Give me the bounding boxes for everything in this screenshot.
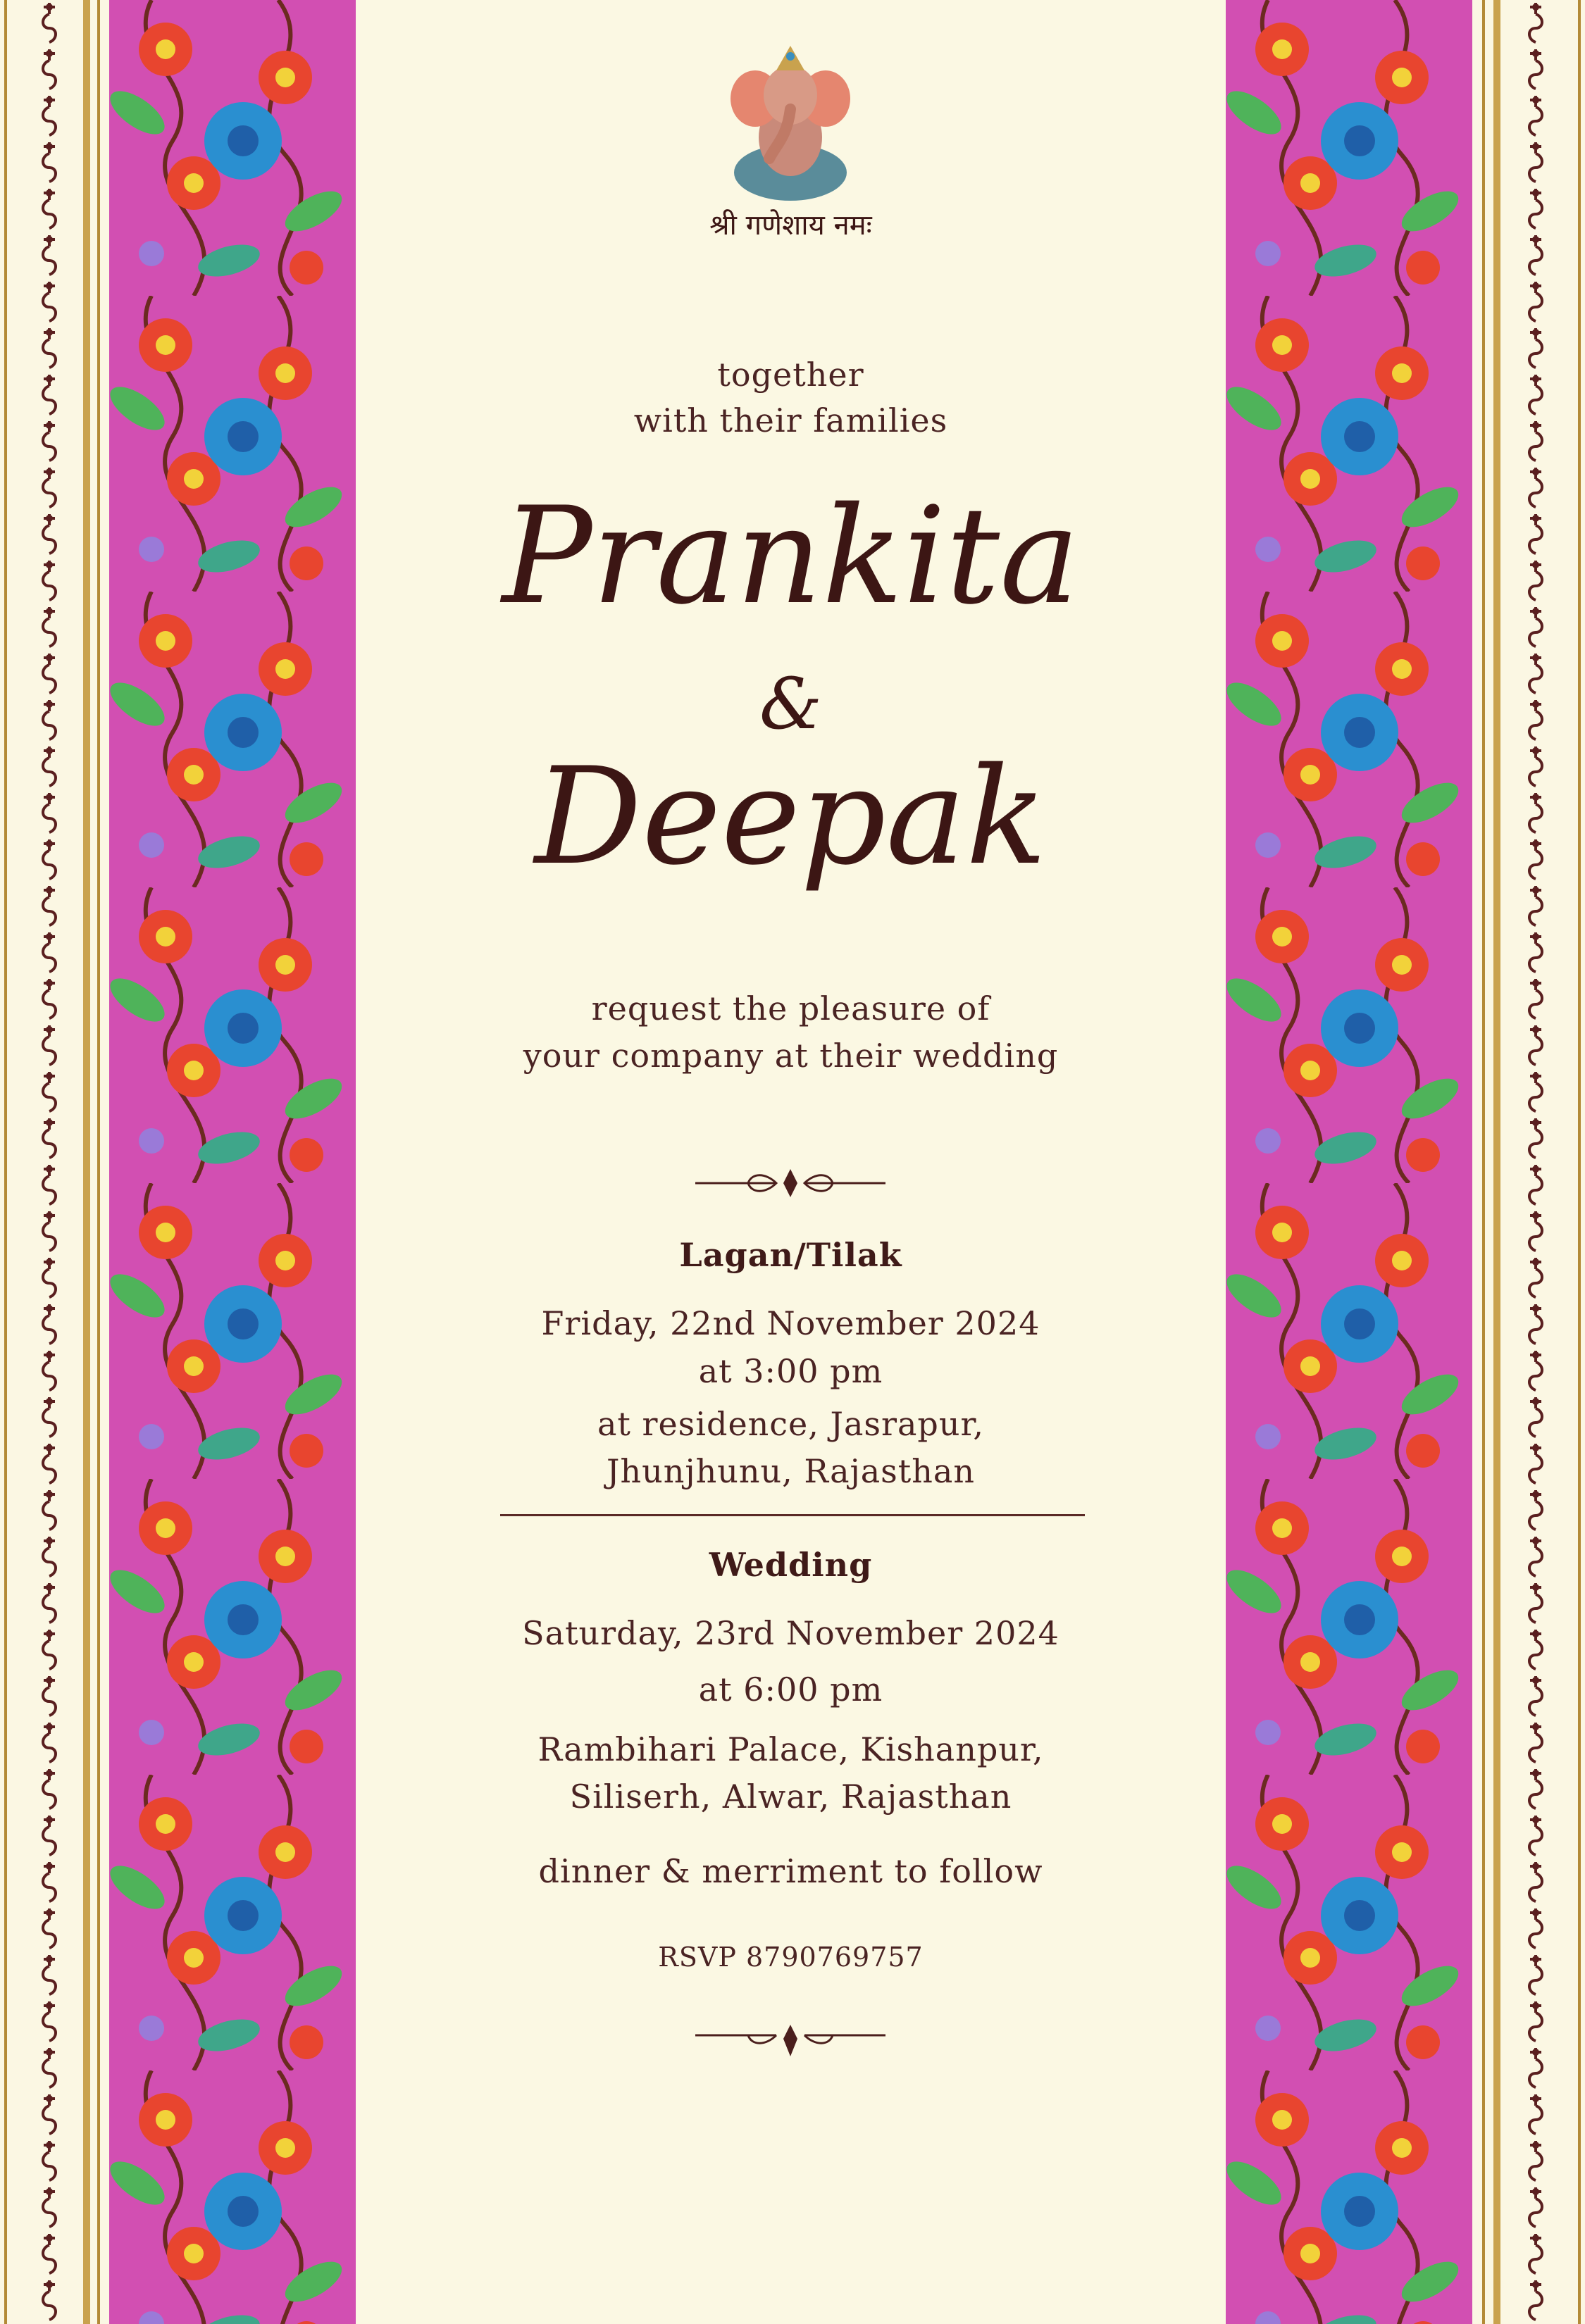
left-floral-panel [109, 0, 356, 2324]
rsvp-contact: RSVP 8790769757 [658, 1942, 924, 1973]
left-outer-border [0, 0, 113, 2324]
request-line-1: request the pleasure of [591, 989, 990, 1027]
event-1-venue-line-2: Jhunjhunu, Rajasthan [607, 1452, 975, 1490]
invitation-text-area [356, 0, 1226, 2324]
ornament-divider-top [688, 1166, 893, 1201]
right-floral-panel [1226, 0, 1472, 2324]
ampersand: & [759, 663, 822, 745]
event-separator-line [500, 1514, 1085, 1516]
event-1-date: Friday, 22nd November 2024 [541, 1304, 1040, 1342]
request-line-2: your company at their wedding [523, 1037, 1059, 1075]
groom-name: Deepak [534, 739, 1048, 894]
event-1-time: at 3:00 pm [698, 1352, 883, 1390]
event-2-date: Saturday, 23rd November 2024 [522, 1614, 1059, 1652]
sanskrit-invocation: श्री गणेशाय नमः [709, 209, 872, 242]
dinner-note: dinner & merriment to follow [538, 1852, 1043, 1890]
intro-line-2: with their families [633, 401, 948, 439]
ganesha-icon [727, 39, 854, 208]
bride-name: Prankita [502, 478, 1080, 634]
ornament-divider-bottom [688, 2021, 893, 2063]
event-2-venue-line-2: Siliserh, Alwar, Rajasthan [569, 1778, 1012, 1816]
event-2-time: at 6:00 pm [698, 1670, 883, 1708]
event-1-venue-line-1: at residence, Jasrapur, [597, 1405, 985, 1443]
floral-pattern-left [109, 0, 356, 2324]
right-outer-border [1472, 0, 1585, 2324]
intro-line-1: together [717, 356, 864, 394]
floral-pattern-right [1226, 0, 1472, 2324]
event-2-venue-line-1: Rambihari Palace, Kishanpur, [537, 1730, 1044, 1768]
event-1-title: Lagan/Tilak [679, 1236, 902, 1274]
event-2-title: Wedding [709, 1546, 873, 1584]
right-fret-pattern [1515, 0, 1546, 2324]
left-fret-pattern [28, 0, 59, 2324]
